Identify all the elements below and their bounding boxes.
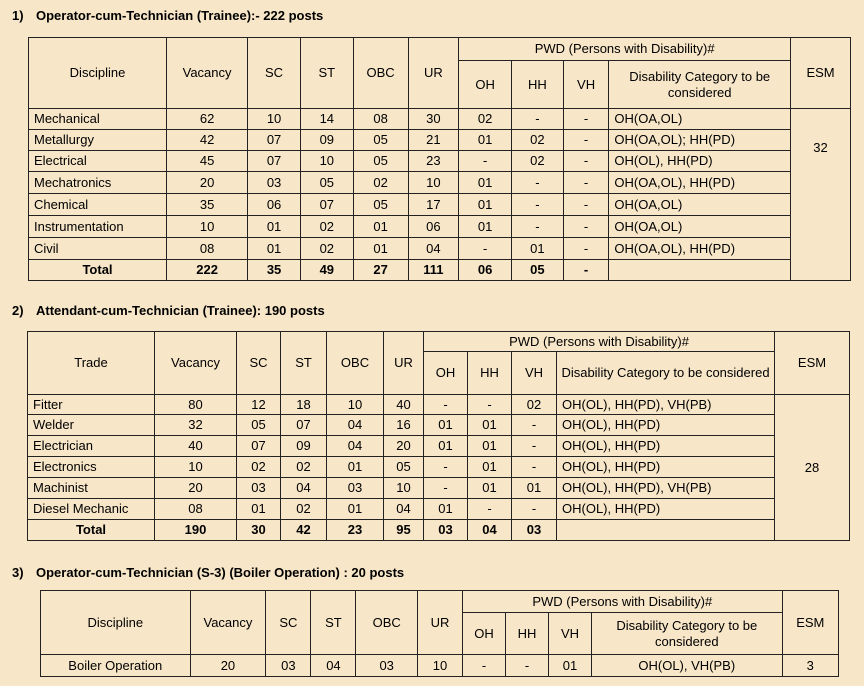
cell-hh: 04 <box>468 520 512 541</box>
cell-sc: 03 <box>237 478 281 499</box>
cell-name: Mechatronics <box>29 172 167 194</box>
cell-ur: 111 <box>408 260 459 281</box>
cell-sc: 06 <box>248 194 301 216</box>
cell-obc: 10 <box>327 395 384 415</box>
cell-category: OH(OL), HH(PD) <box>557 499 775 520</box>
header-category: Disability Category to be considered <box>557 352 775 395</box>
cell-obc: 05 <box>353 151 408 172</box>
section-2-heading <box>12 303 325 318</box>
cell-total-label: Total <box>28 520 155 541</box>
cell-oh: - <box>459 238 512 260</box>
cell-vh: 01 <box>549 655 592 677</box>
cell-total-label: Total <box>29 260 167 281</box>
cell-name: Electrician <box>28 436 155 457</box>
cell-ur: 10 <box>384 478 424 499</box>
cell-oh: 06 <box>459 260 512 281</box>
header-obc: OBC <box>353 38 408 109</box>
cell-st: 07 <box>281 415 327 436</box>
table-row <box>29 194 851 216</box>
cell-sc: 07 <box>248 151 301 172</box>
header-vacancy: Vacancy <box>155 332 237 395</box>
cell-oh: - <box>424 395 468 415</box>
section-number: 3) <box>12 565 24 580</box>
cell-vh: - <box>563 151 609 172</box>
header-ur: UR <box>384 332 424 395</box>
cell-obc: 23 <box>327 520 384 541</box>
cell-oh: 03 <box>424 520 468 541</box>
cell-category: OH(OL), HH(PD) <box>557 457 775 478</box>
cell-vh: - <box>512 415 557 436</box>
cell-esm: 32 <box>791 109 851 281</box>
cell-category-empty <box>609 260 791 281</box>
header-vh: VH <box>549 613 592 655</box>
cell-name: Instrumentation <box>29 216 167 238</box>
cell-hh: 01 <box>512 238 564 260</box>
cell-obc: 02 <box>353 172 408 194</box>
header-st: ST <box>300 38 353 109</box>
cell-hh: - <box>506 655 549 677</box>
section-1-heading <box>12 8 323 23</box>
header-esm: ESM <box>791 38 851 109</box>
cell-ur: 21 <box>408 130 459 151</box>
header-oh: OH <box>424 352 468 395</box>
cell-name: Electrical <box>29 151 167 172</box>
cell-vacancy: 40 <box>155 436 237 457</box>
cell-oh: - <box>424 457 468 478</box>
cell-oh: 01 <box>459 216 512 238</box>
cell-sc: 01 <box>248 238 301 260</box>
header-obc: OBC <box>327 332 384 395</box>
cell-st: 10 <box>300 151 353 172</box>
header-obc: OBC <box>356 591 417 655</box>
cell-category: OH(OL), VH(PB) <box>592 655 783 677</box>
table-row <box>29 238 851 260</box>
cell-obc: 05 <box>353 194 408 216</box>
cell-st: 05 <box>300 172 353 194</box>
cell-name: Machinist <box>28 478 155 499</box>
section-3-table <box>40 590 839 677</box>
cell-vacancy: 42 <box>167 130 248 151</box>
cell-esm: 3 <box>782 655 838 677</box>
cell-category: OH(OA,OL); HH(PD) <box>609 130 791 151</box>
cell-hh: 01 <box>468 436 512 457</box>
cell-vh: - <box>563 172 609 194</box>
header-hh: HH <box>506 613 549 655</box>
cell-name: Civil <box>29 238 167 260</box>
cell-st: 09 <box>300 130 353 151</box>
cell-hh: 01 <box>468 478 512 499</box>
header-sc: SC <box>237 332 281 395</box>
cell-category: OH(OL), HH(PD) <box>609 151 791 172</box>
cell-vacancy: 35 <box>167 194 248 216</box>
header-pwd: PWD (Persons with Disability)# <box>424 332 775 352</box>
cell-category: OH(OA,OL), HH(PD) <box>609 172 791 194</box>
cell-obc: 01 <box>353 216 408 238</box>
cell-sc: 01 <box>248 216 301 238</box>
cell-ur: 04 <box>408 238 459 260</box>
cell-vacancy: 222 <box>167 260 248 281</box>
cell-oh: 01 <box>459 172 512 194</box>
header-esm: ESM <box>782 591 838 655</box>
table-row <box>28 478 850 499</box>
section-title: Operator-cum-Technician (S-3) (Boiler Operation) : 20 posts <box>36 565 405 580</box>
table-row <box>28 499 850 520</box>
header-st: ST <box>311 591 356 655</box>
cell-category-empty <box>557 520 775 541</box>
cell-ur: 10 <box>408 172 459 194</box>
table-row <box>29 130 851 151</box>
header-vh: VH <box>512 352 557 395</box>
cell-obc: 04 <box>327 436 384 457</box>
section-1-table <box>28 37 851 281</box>
cell-ur: 20 <box>384 436 424 457</box>
cell-category: OH(OA,OL) <box>609 194 791 216</box>
cell-vh: - <box>563 109 609 130</box>
cell-vacancy: 20 <box>155 478 237 499</box>
cell-vacancy: 20 <box>167 172 248 194</box>
cell-ur: 23 <box>408 151 459 172</box>
cell-hh: - <box>512 172 564 194</box>
cell-oh: - <box>462 655 505 677</box>
header-discipline: Discipline <box>29 38 167 109</box>
cell-oh: 01 <box>424 415 468 436</box>
header-vacancy: Vacancy <box>190 591 266 655</box>
cell-obc: 03 <box>356 655 417 677</box>
table-row <box>41 655 839 677</box>
cell-vh: - <box>563 216 609 238</box>
cell-vh: 03 <box>512 520 557 541</box>
cell-sc: 30 <box>237 520 281 541</box>
cell-vacancy: 32 <box>155 415 237 436</box>
cell-name: Mechanical <box>29 109 167 130</box>
cell-sc: 03 <box>248 172 301 194</box>
header-hh: HH <box>512 61 564 109</box>
cell-category: OH(OL), HH(PD) <box>557 436 775 457</box>
cell-hh: - <box>468 499 512 520</box>
cell-name: Electronics <box>28 457 155 478</box>
cell-vacancy: 10 <box>167 216 248 238</box>
cell-category: OH(OL), HH(PD), VH(PB) <box>557 478 775 499</box>
section-title: Operator-cum-Technician (Trainee):- 222 posts <box>36 8 324 23</box>
cell-vh: 01 <box>512 478 557 499</box>
cell-sc: 12 <box>237 395 281 415</box>
cell-st: 07 <box>300 194 353 216</box>
cell-vh: - <box>563 130 609 151</box>
header-sc: SC <box>248 38 301 109</box>
cell-category: OH(OL), HH(PD), VH(PB) <box>557 395 775 415</box>
cell-oh: 01 <box>459 130 512 151</box>
cell-st: 09 <box>281 436 327 457</box>
table-row <box>28 436 850 457</box>
cell-ur: 40 <box>384 395 424 415</box>
cell-obc: 04 <box>327 415 384 436</box>
section-3-heading <box>12 565 404 580</box>
header-vacancy: Vacancy <box>167 38 248 109</box>
cell-st: 04 <box>311 655 356 677</box>
cell-name: Diesel Mechanic <box>28 499 155 520</box>
table-row <box>29 109 851 130</box>
cell-hh: 02 <box>512 151 564 172</box>
cell-ur: 95 <box>384 520 424 541</box>
cell-ur: 04 <box>384 499 424 520</box>
cell-ur: 06 <box>408 216 459 238</box>
cell-obc: 01 <box>327 499 384 520</box>
cell-obc: 01 <box>353 238 408 260</box>
cell-name: Chemical <box>29 194 167 216</box>
cell-vh: - <box>563 194 609 216</box>
cell-name: Welder <box>28 415 155 436</box>
cell-vacancy: 20 <box>190 655 266 677</box>
cell-category: OH(OA,OL) <box>609 216 791 238</box>
cell-sc: 01 <box>237 499 281 520</box>
header-pwd: PWD (Persons with Disability)# <box>459 38 791 61</box>
header-discipline: Discipline <box>41 591 191 655</box>
cell-sc: 07 <box>248 130 301 151</box>
section-number: 2) <box>12 303 24 318</box>
table-row <box>28 395 850 415</box>
cell-st: 02 <box>300 216 353 238</box>
cell-category: OH(OA,OL) <box>609 109 791 130</box>
cell-hh: - <box>468 395 512 415</box>
cell-ur: 10 <box>417 655 462 677</box>
header-sc: SC <box>266 591 311 655</box>
cell-st: 42 <box>281 520 327 541</box>
total-row <box>28 520 850 541</box>
cell-sc: 07 <box>237 436 281 457</box>
table-row <box>29 151 851 172</box>
header-esm: ESM <box>775 332 850 395</box>
header-category: Disability Category to be considered <box>609 61 791 109</box>
cell-hh: 01 <box>468 415 512 436</box>
cell-sc: 10 <box>248 109 301 130</box>
cell-vacancy: 45 <box>167 151 248 172</box>
cell-hh: - <box>512 109 564 130</box>
total-row <box>29 260 851 281</box>
cell-vacancy: 80 <box>155 395 237 415</box>
cell-name: Boiler Operation <box>41 655 191 677</box>
cell-vh: - <box>512 436 557 457</box>
cell-category: OH(OA,OL), HH(PD) <box>609 238 791 260</box>
cell-ur: 05 <box>384 457 424 478</box>
cell-vh: - <box>563 260 609 281</box>
cell-vacancy: 190 <box>155 520 237 541</box>
header-oh: OH <box>459 61 512 109</box>
cell-st: 14 <box>300 109 353 130</box>
header-hh: HH <box>468 352 512 395</box>
cell-esm: 28 <box>775 395 850 541</box>
cell-name: Fitter <box>28 395 155 415</box>
cell-sc: 02 <box>237 457 281 478</box>
cell-oh: - <box>459 151 512 172</box>
cell-hh: 02 <box>512 130 564 151</box>
header-ur: UR <box>408 38 459 109</box>
cell-ur: 17 <box>408 194 459 216</box>
header-trade: Trade <box>28 332 155 395</box>
cell-st: 18 <box>281 395 327 415</box>
cell-name: Metallurgy <box>29 130 167 151</box>
table-row <box>29 216 851 238</box>
cell-obc: 05 <box>353 130 408 151</box>
cell-st: 04 <box>281 478 327 499</box>
cell-oh: 01 <box>424 499 468 520</box>
section-title: Attendant-cum-Technician (Trainee): 190 posts <box>36 303 325 318</box>
cell-ur: 16 <box>384 415 424 436</box>
cell-vh: - <box>563 238 609 260</box>
cell-vh: - <box>512 457 557 478</box>
cell-st: 02 <box>281 457 327 478</box>
table-row <box>28 457 850 478</box>
cell-ur: 30 <box>408 109 459 130</box>
header-vh: VH <box>563 61 609 109</box>
cell-obc: 08 <box>353 109 408 130</box>
section-2-table <box>27 331 850 541</box>
cell-oh: 01 <box>459 194 512 216</box>
cell-obc: 01 <box>327 457 384 478</box>
cell-vacancy: 10 <box>155 457 237 478</box>
cell-hh: - <box>512 194 564 216</box>
section-number: 1) <box>12 8 24 23</box>
cell-st: 02 <box>300 238 353 260</box>
table-row <box>28 415 850 436</box>
cell-category: OH(OL), HH(PD) <box>557 415 775 436</box>
cell-hh: 05 <box>512 260 564 281</box>
cell-oh: - <box>424 478 468 499</box>
cell-st: 49 <box>300 260 353 281</box>
cell-obc: 03 <box>327 478 384 499</box>
cell-vacancy: 08 <box>155 499 237 520</box>
cell-sc: 35 <box>248 260 301 281</box>
cell-oh: 02 <box>459 109 512 130</box>
header-ur: UR <box>417 591 462 655</box>
cell-hh: - <box>512 216 564 238</box>
cell-st: 02 <box>281 499 327 520</box>
table-row <box>29 172 851 194</box>
cell-vh: 02 <box>512 395 557 415</box>
cell-vacancy: 62 <box>167 109 248 130</box>
cell-vh: - <box>512 499 557 520</box>
header-category: Disability Category to be considered <box>592 613 783 655</box>
header-oh: OH <box>462 613 505 655</box>
header-st: ST <box>281 332 327 395</box>
cell-vacancy: 08 <box>167 238 248 260</box>
header-pwd: PWD (Persons with Disability)# <box>462 591 782 613</box>
cell-oh: 01 <box>424 436 468 457</box>
cell-hh: 01 <box>468 457 512 478</box>
cell-sc: 05 <box>237 415 281 436</box>
cell-obc: 27 <box>353 260 408 281</box>
cell-sc: 03 <box>266 655 311 677</box>
